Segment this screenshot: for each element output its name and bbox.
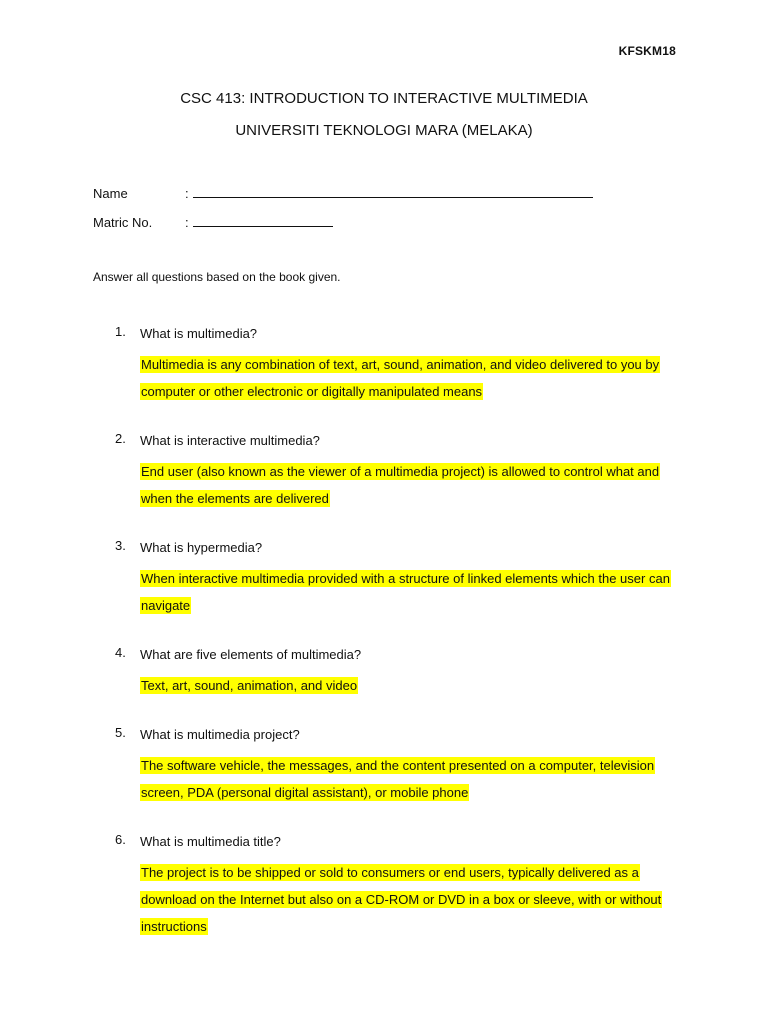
- name-label: Name: [93, 186, 128, 201]
- instruction-text: Answer all questions based on the book given.: [93, 270, 341, 284]
- matric-field-row: [93, 214, 333, 230]
- answer-block: [140, 565, 685, 619]
- question-item: [115, 324, 685, 405]
- matric-blank-line[interactable]: [193, 214, 333, 227]
- answer-text: The software vehicle, the messages, and the content presented on a computer, television screen, PDA (personal digital assistant), or mobile phone: [141, 758, 655, 800]
- question-number: 5.: [115, 725, 126, 740]
- question-item: [115, 645, 685, 699]
- question-text: What is multimedia?: [140, 326, 258, 341]
- answer-block: [140, 458, 685, 512]
- name-blank-line[interactable]: [193, 185, 593, 198]
- question-number: 1.: [115, 324, 126, 339]
- matric-colon: :: [185, 215, 189, 230]
- question-item: [115, 538, 685, 619]
- answer-block: [140, 351, 685, 405]
- question-number: 4.: [115, 645, 126, 660]
- question-item: [115, 431, 685, 512]
- answer-text: End user (also known as the viewer of a multimedia project) is allowed to control what and when the elements are delivered: [141, 464, 660, 506]
- answer-text: Text, art, sound, animation, and video: [141, 678, 358, 693]
- question-text: What is multimedia project?: [140, 727, 300, 742]
- question-number: 2.: [115, 431, 126, 446]
- question-item: [115, 832, 685, 940]
- name-field-row: [93, 185, 593, 201]
- question-text: What is hypermedia?: [140, 540, 263, 555]
- answer-block: [140, 752, 685, 806]
- matric-label: Matric No.: [93, 215, 153, 230]
- question-item: [115, 725, 685, 806]
- document-code: KFSKM18: [618, 44, 676, 58]
- answer-text: When interactive multimedia provided with a structure of linked elements which the user can navigate: [141, 571, 670, 613]
- answer-text: The project is to be shipped or sold to consumers or end users, typically delivered as a download on the Internet but also on a CD-ROM or DVD in a box or sleeve, with or without instructions: [141, 865, 662, 934]
- question-number: 3.: [115, 538, 126, 553]
- question-text: What is multimedia title?: [140, 834, 281, 849]
- question-list: [115, 324, 685, 940]
- question-number: 6.: [115, 832, 126, 847]
- name-colon: :: [185, 186, 189, 201]
- answer-text: Multimedia is any combination of text, art, sound, animation, and video delivered to you by computer or other electronic or digitally manipulated means: [141, 357, 660, 399]
- question-text: What are five elements of multimedia?: [140, 647, 362, 662]
- university-title: UNIVERSITI TEKNOLOGI MARA (MELAKA): [235, 122, 533, 139]
- course-title: CSC 413: INTRODUCTION TO INTERACTIVE MULTIMEDIA: [180, 90, 588, 107]
- answer-block: [140, 859, 685, 940]
- answer-block: [140, 672, 685, 699]
- question-text: What is interactive multimedia?: [140, 433, 320, 448]
